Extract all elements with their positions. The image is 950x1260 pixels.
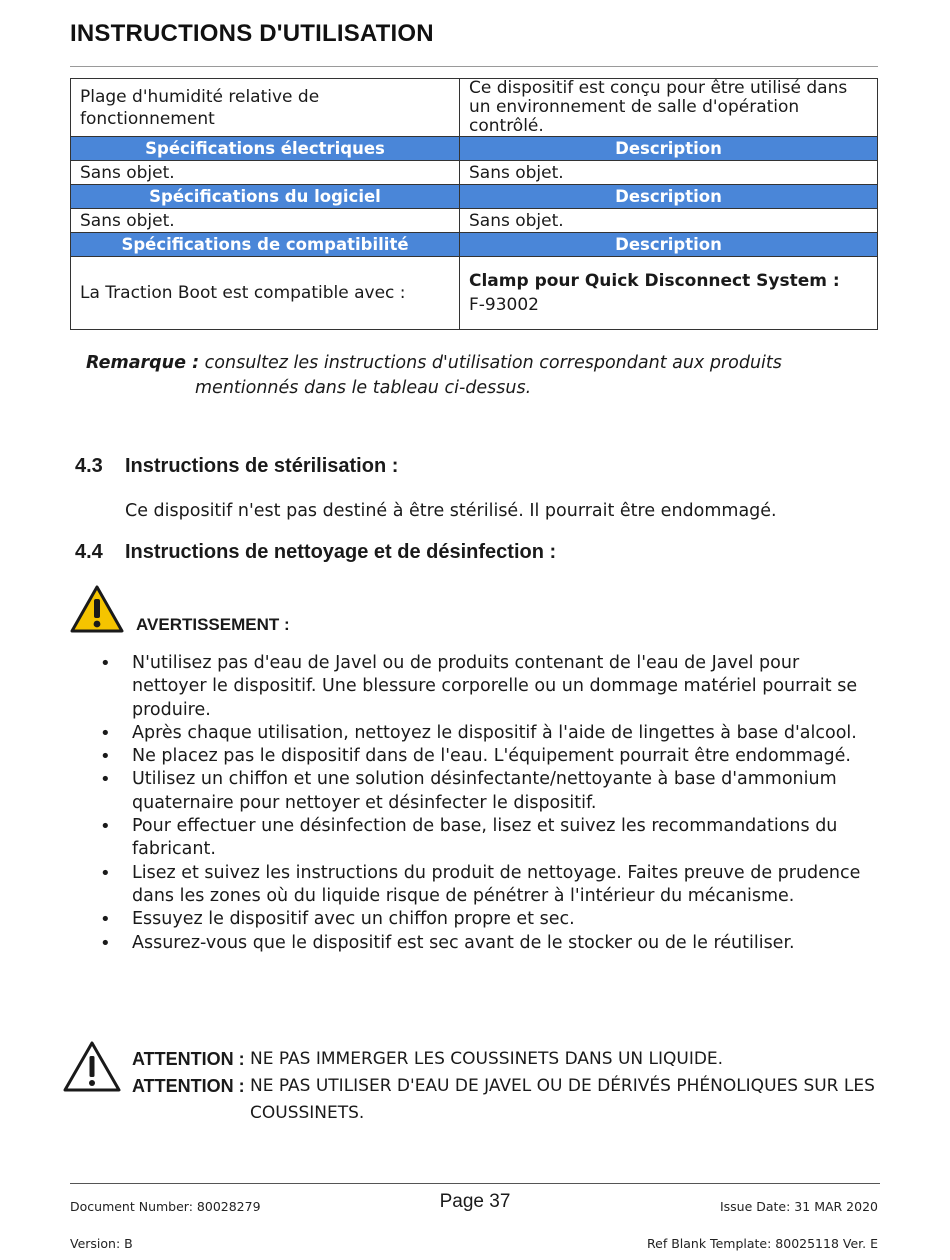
list-item: • Assurez-vous que le dispositif est sec avant de le stocker ou de le réutiliser. [100,932,870,955]
electrical-desc-cell: Sans objet. [460,161,878,185]
footer-divider [70,1183,880,1184]
software-desc-cell: Sans objet. [460,209,878,233]
specifications-table [70,78,878,330]
software-specs-header: Spécifications du logiciel [71,185,460,209]
compat-desc-header: Description [460,233,878,257]
compat-desc-cell [460,257,878,330]
sterilization-text: Ce dispositif n'est pas destiné à être stérilisé. Il pourrait être endommagé. [125,501,777,521]
compat-product-name: Clamp pour Quick Disconnect System : [469,271,840,291]
table-header-row [71,137,878,161]
compat-product-code: F-93002 [469,295,539,315]
electrical-value-cell: Sans objet. [71,161,460,185]
remark-text-line2: mentionnés dans le tableau ci-dessus. [195,378,532,398]
electrical-specs-header: Spécifications électriques [71,137,460,161]
list-item: • Utilisez un chiffon et une solution désinfectante/nettoyante à base d'ammonium quaternaire pour nettoyer et désinfecter le dispositif. [100,768,870,815]
issue-date: Issue Date: 31 MAR 2020 [719,1199,878,1214]
section-4-4-title: Instructions de nettoyage et de désinfection : [125,541,557,563]
table-header-row [71,233,878,257]
section-4-3-title: Instructions de stérilisation : [125,455,399,477]
warning-label: AVERTISSEMENT : [136,615,290,634]
remark-note [86,351,782,401]
caution-triangle-icon [62,1040,122,1094]
remark-text-line1: consultez les instructions d'utilisation correspondant aux produits [199,353,782,373]
caution-label-2: ATTENTION : [132,1076,245,1096]
list-item: • Pour effectuer une désinfection de base, lisez et suivez les recommandations du fabricant. [100,815,870,862]
table-row [71,161,878,185]
software-desc-header: Description [460,185,878,209]
section-4-4-number: 4.4 [75,541,103,563]
compat-specs-header: Spécifications de compatibilité [71,233,460,257]
table-row [71,257,878,330]
table-row [71,209,878,233]
list-item: • N'utilisez pas d'eau de Javel ou de produits contenant de l'eau de Javel pour nettoyer le dispositif. Une blessure corporelle ou un dommage matériel pourrait se produire. [100,652,870,722]
table-row [71,79,878,137]
section-4-3-number: 4.3 [75,455,103,477]
humidity-desc-cell: Ce dispositif est conçu pour être utilisé dans un environnement de salle d'opération contrôlé. [460,79,878,137]
page-number: Page 37 [439,1191,511,1212]
warning-list [100,652,870,955]
caution-text-2: NE PAS UTILISER D'EAU DE JAVEL OU DE DÉRIVÉS PHÉNOLIQUES SUR LES COUSSINETS. [250,1076,875,1123]
list-item: • Après chaque utilisation, nettoyez le dispositif à l'aide de lingettes à base d'alcool. [100,722,870,745]
warning-triangle-icon [70,585,124,633]
caution-label-1: ATTENTION : [132,1049,245,1069]
table-header-row [71,185,878,209]
compat-value-cell: La Traction Boot est compatible avec : [71,257,460,330]
list-item: • Lisez et suivez les instructions du produit de nettoyage. Faites preuve de prudence dans les zones où du liquide risque de pénétrer à l'intérieur du mécanisme. [100,862,870,909]
humidity-label-cell: Plage d'humidité relative de fonctionnement [71,79,460,137]
page-title: INSTRUCTIONS D'UTILISATION [70,20,434,47]
list-item: • Ne placez pas le dispositif dans de l'eau. L'équipement pourrait être endommagé. [100,745,870,768]
version: Version: B [70,1236,133,1251]
caution-text-1: NE PAS IMMERGER LES COUSSINETS DANS UN LIQUIDE. [250,1049,724,1069]
electrical-desc-header: Description [460,137,878,161]
document-number: Document Number: 80028279 [70,1199,261,1214]
software-value-cell: Sans objet. [71,209,460,233]
header-divider [70,66,878,67]
remark-label: Remarque : [86,353,200,373]
list-item: • Essuyez le dispositif avec un chiffon propre et sec. [100,908,870,931]
template-reference: Ref Blank Template: 80025118 Ver. E [647,1236,878,1251]
